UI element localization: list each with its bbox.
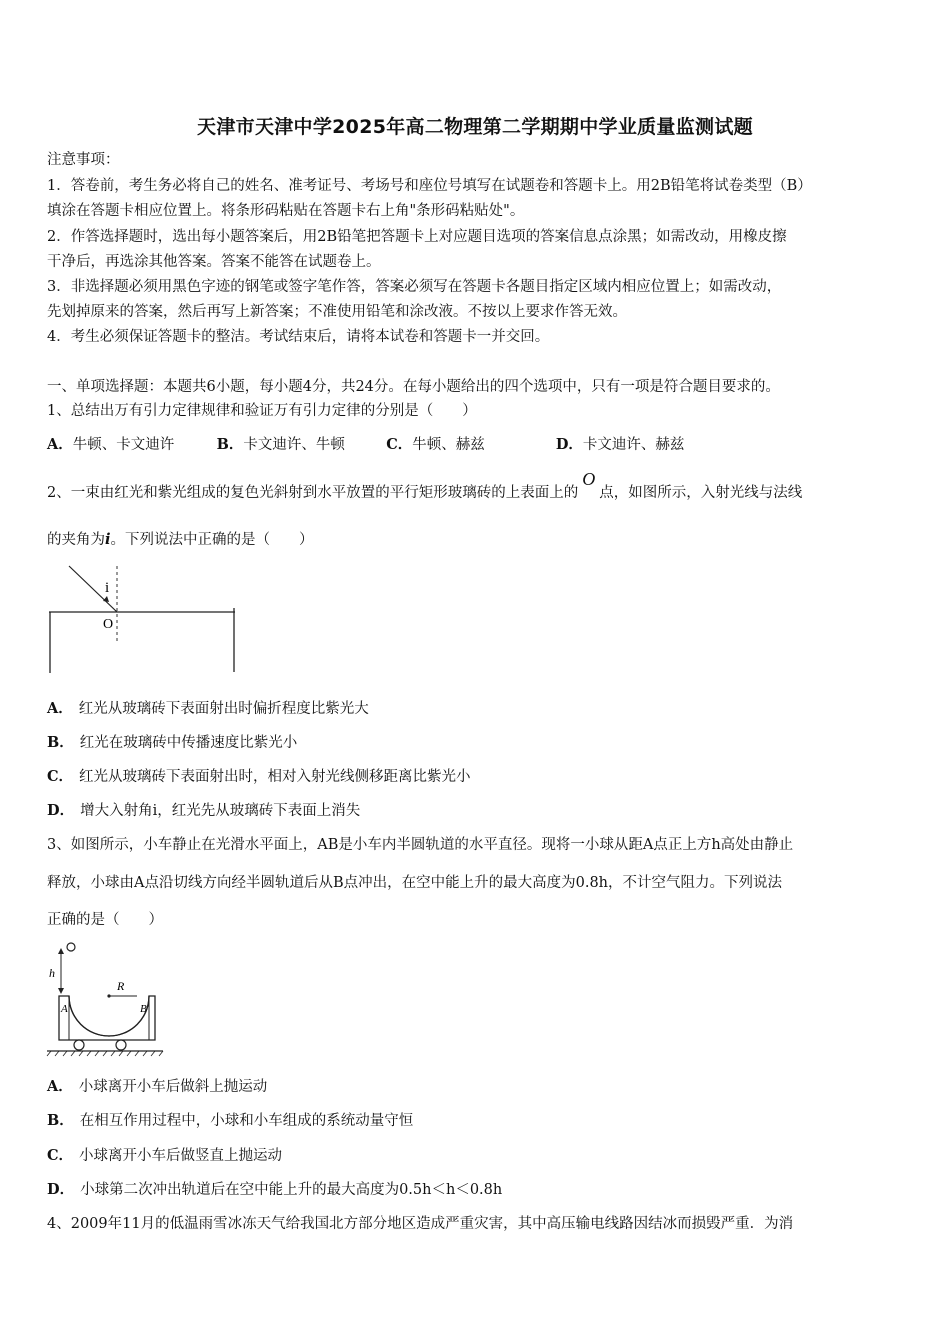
notice-line: 4．考生必须保证答题卡的整洁。考试结束后，请将本试卷和答题卡一并交回。	[47, 329, 550, 345]
question-3-option-d: D． 小球第二次冲出轨道后在空中能上升的最大高度为0.5h＜h＜0.8h	[47, 1181, 503, 1198]
label-a: A	[61, 1003, 68, 1015]
question-2-option-b: B． 红光在玻璃砖中传播速度比紫光小	[47, 734, 298, 751]
option-c: C．牛顿、赫兹	[386, 436, 485, 453]
page-title: 天津市天津中学2025年高二物理第二学期期中学业质量监测试题	[197, 116, 753, 138]
option-b: B．卡文迪许、牛顿	[216, 436, 345, 453]
option-d: D．卡文迪许、赫兹	[555, 436, 685, 453]
notice-line: 干净后，再选涂其他答案。答案不能答在试题卷上。	[47, 254, 381, 270]
ground-hatch	[47, 1051, 163, 1056]
question-2-option-a: A． 红光从玻璃砖下表面射出时偏折程度比紫光大	[47, 700, 369, 717]
notice-line: 先划掉原来的答案，然后再写上新答案；不准使用铅笔和涂改液。不按以上要求作答无效。	[47, 304, 627, 320]
label-b: B	[140, 1003, 147, 1015]
glass-brick-figure	[45, 560, 240, 678]
question-4-stem-line1: 4、2009年11月的低温雨雪冰冻天气给我国北方部分地区造成严重灾害，其中高压输电线路因结冰而损毁严重．为消	[47, 1216, 794, 1232]
notice-line: 1．答卷前，考生务必将自己的姓名、准考证号、考场号和座位号填写在试题卷和答题卡上。用2B铅笔将试卷类型（B）	[47, 178, 812, 194]
wheel-left	[74, 1040, 84, 1050]
question-1-stem: 1、总结出万有引力定律规律和验证万有引力定律的分别是（ ）	[47, 403, 477, 419]
question-3-option-a: A． 小球离开小车后做斜上抛运动	[47, 1078, 268, 1095]
wheel-right	[116, 1040, 126, 1050]
question-3-stem-line3: 正确的是（ ）	[47, 912, 163, 928]
label-o: O	[103, 617, 114, 632]
point-o-symbol: O	[582, 469, 596, 489]
angle-i-symbol: i	[105, 531, 111, 548]
cart-track-figure	[45, 940, 167, 1058]
question-1-options	[47, 435, 912, 455]
label-r: R	[117, 979, 125, 993]
question-2-option-c: C． 红光从玻璃砖下表面射出时，相对入射光线侧移距离比紫光小	[47, 768, 471, 785]
question-2-option-d: D． 增大入射角i，红光先从玻璃砖下表面上消失	[47, 802, 361, 819]
section-heading: 一、单项选择题：本题共6小题，每小题4分，共24分。在每小题给出的四个选项中，只有一项是符合题目要求的。	[47, 379, 780, 395]
ball	[67, 943, 75, 951]
question-3-option-b: B． 在相互作用过程中，小球和小车组成的系统动量守恒	[47, 1112, 414, 1129]
question-3-stem-line2: 释放，小球由A点沿切线方向经半圆轨道后从B点冲出，在空中能上升的最大高度为0.8h，不计空气阻力。下列说法	[47, 875, 783, 891]
question-2-stem: 2、一束由红光和紫光组成的复色光斜射到水平放置的平行矩形玻璃砖的上表面上的O点，如图所示，入射光线与法线	[47, 469, 803, 501]
incident-ray	[69, 566, 117, 612]
question-3-option-c: C． 小球离开小车后做竖直上抛运动	[47, 1147, 283, 1164]
label-i: i	[105, 580, 110, 596]
notice-heading: 注意事项：	[47, 152, 120, 168]
question-3-stem-line1: 3、如图所示，小车静止在光滑水平面上，AB是小车内半圆轨道的水平直径。现将一小球从距A点正上方h高处由静止	[47, 837, 794, 853]
label-h: h	[49, 966, 55, 980]
notice-line: 2．作答选择题时，选出每小题答案后，用2B铅笔把答题卡上对应题目选项的答案信息点涂黑；如需改动，用橡皮擦	[47, 229, 787, 245]
question-2-stem-line2: 的夹角为i。下列说法中正确的是（ ）	[47, 531, 314, 548]
option-a: A．牛顿、卡文迪许	[47, 436, 175, 453]
notice-line: 3．非选择题必须用黑色字迹的钢笔或签字笔作答，答案必须写在答题卡各题目指定区域内相应位置上；如需改动，	[47, 279, 782, 295]
notice-line: 填涂在答题卡相应位置上。将条形码粘贴在答题卡右上角"条形码粘贴处"。	[47, 203, 525, 219]
